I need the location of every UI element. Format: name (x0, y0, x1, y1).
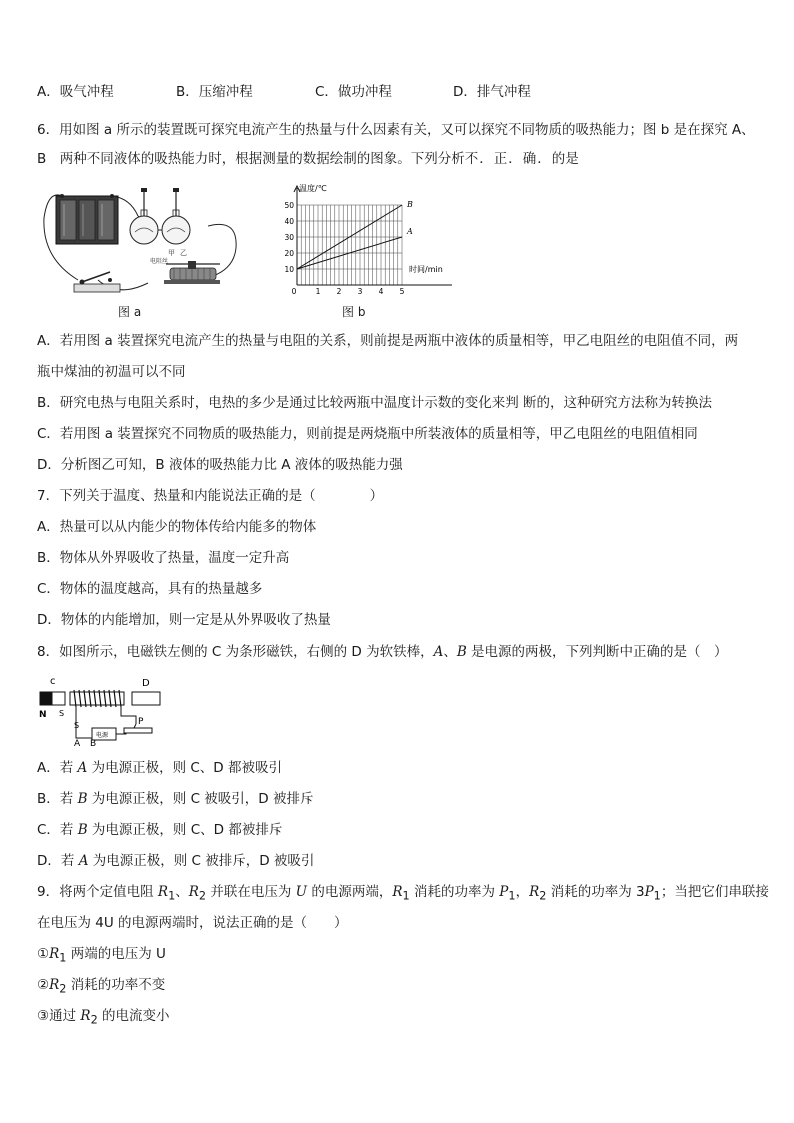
q8-option-b (37, 789, 313, 809)
q9-stem-line2: 在电压为 4U 的电源两端时，说法正确的是（ ） (37, 915, 348, 931)
rheostat-icon (164, 261, 220, 284)
label-yi: 乙 (180, 249, 187, 257)
q8-figure-electromagnet (36, 672, 166, 748)
q7-option-d: D．物体的内能增加，则一定是从外界吸收了热量 (37, 612, 331, 628)
q8-stem-var-a: A (433, 644, 444, 660)
q6-figure-a-caption: 图 a (118, 305, 142, 319)
q6-stem-line2 (37, 149, 579, 169)
q9-sub-r1b: 1 (402, 889, 410, 903)
q8-option-a-post: 为电源正极，则 C、D 都被吸引 (87, 760, 282, 776)
q8-option-c-post: 为电源正极，则 C、D 都被排斥 (87, 822, 283, 838)
q6-figure-b-chart (280, 182, 460, 294)
y-tick-label: 30 (284, 233, 294, 242)
q8-option-c-var: B (77, 822, 88, 838)
q9-sub-p1b: 1 (653, 889, 661, 903)
flask-yi-icon (162, 188, 190, 244)
q9-item-2-pre: ② (37, 977, 50, 993)
y-tick-label: 40 (284, 217, 294, 226)
q7-option-b: B．物体从外界吸收了热量，温度一定升高 (37, 550, 290, 566)
q5-option-b: B．压缩冲程 (176, 84, 253, 100)
q9-sub-p1: 1 (508, 889, 516, 903)
q9-item-3-var: R (80, 1008, 91, 1024)
x-tick-label: 1 (315, 287, 321, 294)
chart-labels (284, 183, 442, 294)
y-tick-label: 50 (284, 201, 294, 210)
q8-stem-text: 8．如图所示，电磁铁左侧的 C 为条形磁铁，右侧的 D 为软铁棒， (37, 644, 434, 660)
chart-grid (297, 205, 402, 285)
q9-var-r2b: R (529, 884, 540, 900)
q8-option-d-var: A (78, 853, 89, 869)
q8-option-d-pre: D．若 (37, 853, 79, 869)
x-tick-label: 2 (336, 287, 342, 294)
q9-item-3-post: 的电流变小 (97, 1008, 170, 1024)
q9-item-2 (37, 975, 165, 1000)
q9-var-r2: R (188, 884, 199, 900)
bar-magnet-icon (40, 692, 65, 705)
q8-option-b-var: B (77, 791, 88, 807)
q8-option-c (37, 820, 282, 840)
label-jia: 甲 (168, 249, 175, 257)
q9-item-1-post: 两端的电压为 U (66, 946, 166, 962)
q8-option-c-pre: C．若 (37, 822, 78, 838)
label-n: N (39, 710, 47, 720)
q9-item-1-sub: 1 (59, 951, 67, 965)
q8-stem-var-b: B (456, 644, 467, 660)
q9-item-2-sub: 2 (59, 982, 67, 996)
q9-stem-line1 (37, 882, 769, 907)
label-resistance-wire: 电阻丝 (150, 258, 169, 265)
q8-option-b-post: 为电源正极，则 C 被吸引，D 被排斥 (87, 791, 314, 807)
label-a: A (74, 739, 81, 748)
y-tick-label: 20 (284, 249, 294, 258)
q9-var-p1: P (499, 884, 509, 900)
flask-jia-icon (130, 188, 158, 244)
series-label-a: A (407, 227, 413, 236)
q9-text-sep: 、 (175, 884, 189, 900)
q9-text-3: 的电源两端， (307, 884, 393, 900)
x-tick-label: 5 (399, 287, 405, 294)
q8-option-a (37, 758, 282, 778)
q6-stem-emphasis: 不．正．确． (464, 151, 552, 167)
q9-text-2: 并联在电压为 (206, 884, 296, 900)
q9-var-r1b: R (392, 884, 403, 900)
q9-var-u: U (295, 884, 308, 900)
q6-option-c: C．若用图 a 装置探究不同物质的吸热能力，则前提是两烧瓶中所装液体的质量相等，甲乙电阻丝的电阻值相同 (37, 426, 698, 442)
q6-option-b: B．研究电热与电阻关系时，电热的多少是通过比较两瓶中温度计示数的变化来判 断的，这种研究方法称为转换法 (37, 395, 713, 411)
battery-pack-icon (56, 194, 118, 244)
q9-sub-r1: 1 (168, 889, 176, 903)
q6-figure-b-caption: 图 b (342, 305, 366, 319)
q9-item-3-pre: ③通过 (37, 1008, 81, 1024)
q9-var-r1: R (157, 884, 169, 900)
label-p: P (138, 717, 144, 727)
q9-item-1-var: R (49, 946, 60, 962)
q9-text-5: ， (515, 884, 530, 900)
q9-text-6: 消耗的功率为 3 (546, 884, 645, 900)
q6-option-a-line1: A．若用图 a 装置探究电流产生的热量与电阻的关系，则前提是两瓶中液体的质量相等，甲乙电阻丝的电阻值不同，两 (37, 333, 739, 349)
q5-option-c: C．做功冲程 (315, 84, 392, 100)
x-tick-label: 0 (291, 287, 297, 294)
label-c: c (50, 676, 56, 687)
label-b: B (90, 739, 97, 748)
q6-stem-line1: 6．用如图 a 所示的装置既可探究电流产生的热量与什么因素有关，又可以探究不同物质的吸热能力；图 b 是在探究 A、 (37, 122, 755, 138)
q9-sub-r2: 2 (198, 889, 207, 903)
q6-stem-end: 的是 (551, 151, 579, 167)
q9-var-p1b: P (644, 884, 654, 900)
q9-item-2-post: 消耗的功率不变 (66, 977, 166, 993)
x-tick-label: 3 (357, 287, 363, 294)
q5-options (37, 80, 757, 102)
y-axis-label: 温度/℃ (299, 184, 327, 193)
q9-sub-r2b: 2 (539, 889, 547, 903)
q9-item-1-pre: ① (37, 946, 50, 962)
q9-text-7: ；当把它们串联接 (660, 884, 769, 900)
q9-text-4: 消耗的功率为 (409, 884, 500, 900)
label-power: 电源 (96, 732, 109, 739)
series-label-b: B (407, 200, 413, 209)
q8-option-d (37, 851, 314, 871)
label-d: D (142, 678, 150, 689)
q8-option-a-var: A (77, 760, 88, 776)
q9-item-2-var: R (49, 977, 60, 993)
switch-icon (74, 272, 120, 292)
q9-item-3 (37, 1006, 170, 1031)
q8-stem-sep: 、 (443, 644, 457, 660)
q8-stem (37, 642, 728, 662)
y-tick-label: 10 (284, 265, 294, 274)
q7-stem: 7．下列关于温度、热量和内能说法正确的是（ ） (37, 488, 384, 504)
q8-option-d-post: 为电源正极，则 C 被排斥，D 被吸引 (88, 853, 315, 869)
q9-text-1: 9．将两个定值电阻 (37, 884, 158, 900)
q8-option-b-pre: B．若 (37, 791, 78, 807)
q5-option-d: D．排气冲程 (453, 84, 531, 100)
coil-icon (70, 690, 124, 707)
q6-option-d: D．分析图乙可知，B 液体的吸热能力比 A 液体的吸热能力强 (37, 457, 403, 473)
q7-option-c: C．物体的温度越高，具有的热量越多 (37, 581, 263, 597)
q7-option-a: A．热量可以从内能少的物体传给内能多的物体 (37, 519, 317, 535)
q6-figure-a-apparatus (38, 188, 270, 298)
soft-iron-bar (132, 692, 160, 705)
label-s: S (59, 709, 65, 718)
q9-item-3-sub: 2 (90, 1013, 98, 1027)
q5-option-a: A．吸气冲程 (37, 84, 114, 100)
q6-option-a-line2: 瓶中煤油的初温可以不同 (37, 364, 186, 380)
slider-rheostat (124, 728, 152, 733)
q9-item-1 (37, 944, 166, 969)
x-tick-label: 4 (378, 287, 384, 294)
x-axis-label: 时间/min (409, 265, 443, 274)
q6-stem-text: B 两种不同液体的吸热能力时，根据测量的数据绘制的图象。下列分析 (37, 151, 465, 167)
q8-option-a-pre: A．若 (37, 760, 78, 776)
q8-stem-end: 是电源的两极，下列判断中正确的是（ ） (466, 644, 728, 660)
label-s2: S (74, 721, 80, 730)
